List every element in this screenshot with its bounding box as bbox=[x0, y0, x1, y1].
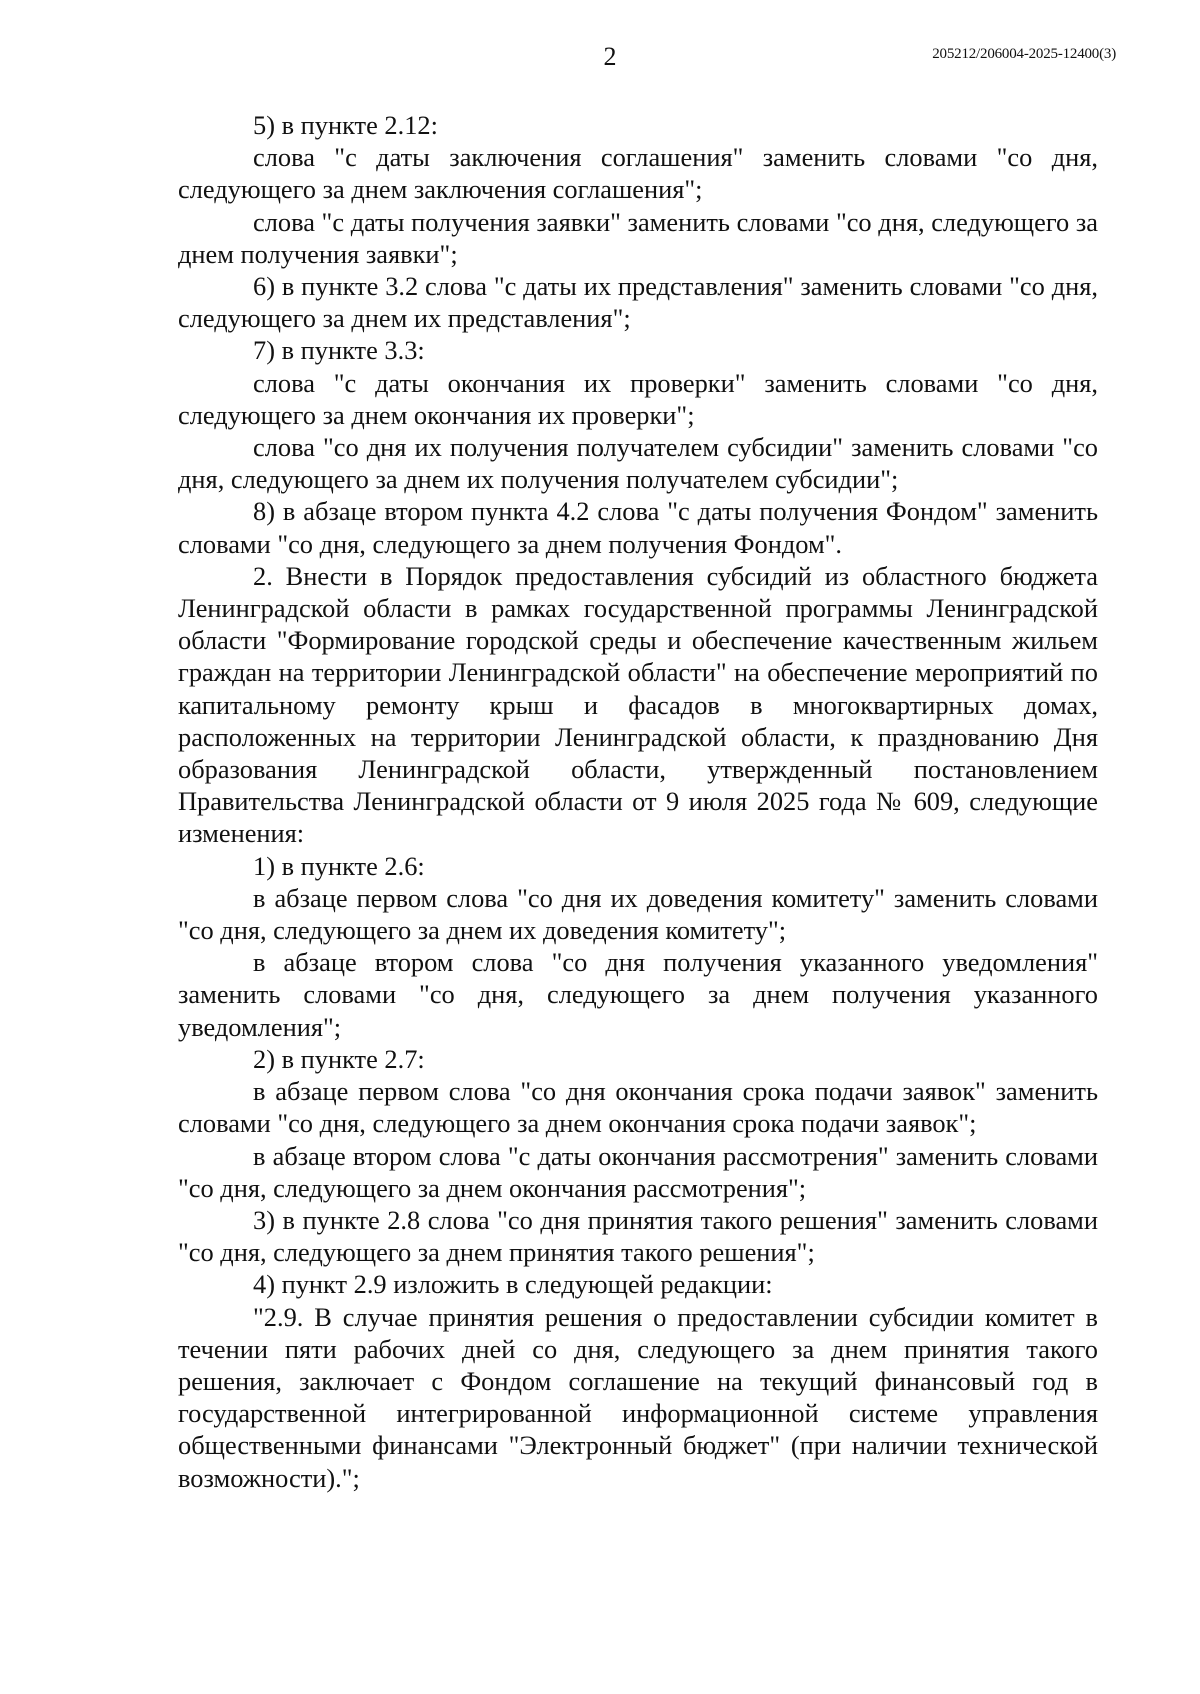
paragraph: 5) в пункте 2.12: bbox=[253, 110, 438, 140]
document-id: 205212/206004-2025-12400(3) bbox=[932, 46, 1116, 62]
paragraph: слова "с даты заключения соглашения" заменить словами "со дня, следующего за днем заключения соглашения"; bbox=[178, 142, 1098, 205]
paragraph: "2.9. В случае принятия решения о предоставлении субсидии комитет в течении пяти рабочих дней со дня, следующего за днем принятия такого решения, заключает с Фондом соглашение на текущий финансовый год в государственной интегрированной информационной системе управления общественными финансами "Электронный бюджет" (при наличии технической возможности)."; bbox=[178, 1301, 1098, 1493]
paragraph: 8) в абзаце втором пункта 4.2 слова "с даты получения Фондом" заменить словами "со дня, следующего за днем получения Фондом". bbox=[178, 496, 1098, 559]
paragraph: 1) в пункте 2.6: bbox=[253, 850, 425, 881]
paragraph: в абзаце первом слова "со дня окончания срока подачи заявок" заменить словами "со дня, следующего за днем окончания срока подачи заявок"; bbox=[178, 1076, 1098, 1139]
paragraph: слова "с даты окончания их проверки" заменить словами "со дня, следующего за днем окончания их проверки"; bbox=[178, 367, 1098, 430]
paragraph: слова "с даты получения заявки" заменить словами "со дня, следующего за днем получения заявки"; bbox=[178, 206, 1098, 269]
paragraph: 4) пункт 2.9 изложить в следующей редакции: bbox=[253, 1269, 773, 1300]
paragraph: 6) в пункте 3.2 слова "с даты их представления" заменить словами "со дня, следующего за днем их представления"; bbox=[178, 271, 1098, 334]
paragraph: в абзаце первом слова "со дня их доведения комитету" заменить словами "со дня, следующего за днем их доведения комитету"; bbox=[178, 882, 1098, 946]
paragraph: 2. Внести в Порядок предоставления субсидий из областного бюджета Ленинградской области в рамках государственной программы Ленинградской области "Формирование городской среды и обеспечение качественным жильем граждан на территории Ленинградской области" на обеспечение мероприятий по капитальному ремонту крыш и фасадов в многоквартирных домах, расположенных на территории Ленинградской области, к празднованию Дня образования Ленинградской области, утвержденный постановлением Правительства Ленинградской области от 9 июля 2025 года № 609, следующие изменения: bbox=[178, 560, 1098, 849]
paragraph: в абзаце втором слова "со дня получения указанного уведомления" заменить словами "со дня, следующего за днем получения указанного уведомления"; bbox=[178, 947, 1098, 1042]
paragraph: в абзаце втором слова "с даты окончания рассмотрения" заменить словами "со дня, следующего за днем окончания рассмотрения"; bbox=[178, 1140, 1098, 1203]
paragraph: 2) в пункте 2.7: bbox=[253, 1043, 425, 1074]
paragraph: 7) в пункте 3.3: bbox=[253, 335, 425, 366]
page-number: 2 bbox=[603, 42, 617, 71]
paragraph: 3) в пункте 2.8 слова "со дня принятия такого решения" заменить словами "со дня, следующего за днем принятия такого решения"; bbox=[178, 1204, 1098, 1268]
paragraph: слова "со дня их получения получателем субсидии" заменить словами "со дня, следующего за днем их получения получателем субсидии"; bbox=[178, 432, 1098, 495]
document-body bbox=[178, 109, 1098, 1494]
